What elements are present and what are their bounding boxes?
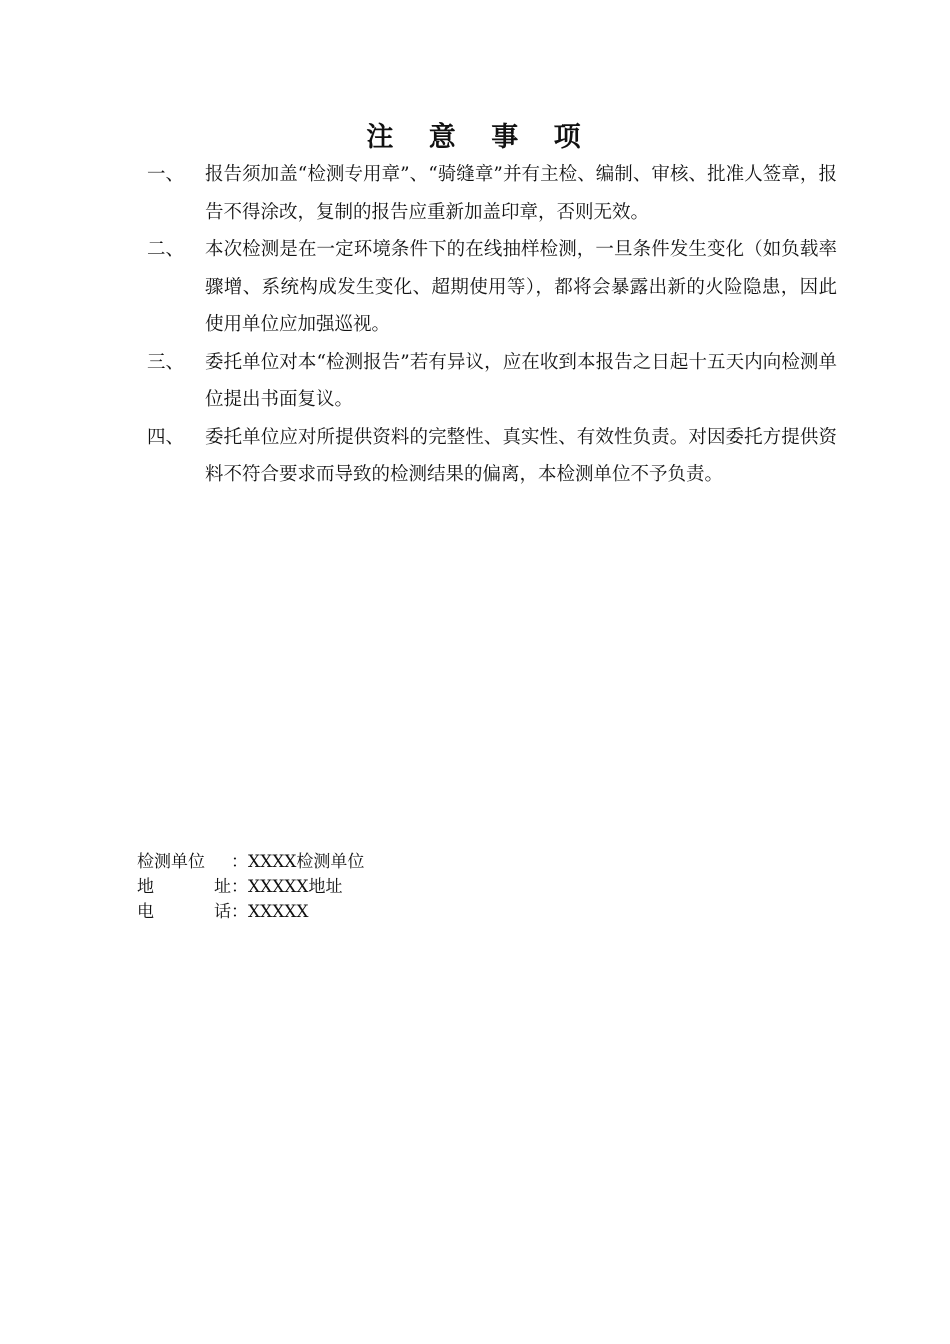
notice-item-text: 报告须加盖“检测专用章”、“骑缝章”并有主检、编制、审核、批准人签章，报告不得涂改，复制的报告应重新加盖印章，否则无效。 <box>205 164 837 223</box>
contact-phone-label <box>137 900 231 925</box>
notice-item-3 <box>147 344 837 419</box>
notice-item-text: 本次检测是在一定环境条件下的在线抽样检测，一旦条件发生变化（如负载率骤增、系统构成发生变化、超期使用等），都将会暴露出新的火险隐患，因此使用单位应加强巡视。 <box>205 239 837 335</box>
notice-item-2 <box>147 231 837 344</box>
notice-item-number: 二、 <box>147 239 185 260</box>
notice-item-1 <box>147 156 837 231</box>
contact-phone-label-char-1: 电 <box>137 902 154 922</box>
notice-item-number: 一、 <box>147 164 185 185</box>
contact-address-label-char-1: 地 <box>137 877 154 897</box>
contact-unit-row <box>137 850 364 875</box>
notice-item-number: 三、 <box>147 351 185 373</box>
contact-address-value: ：XXXXX地址 <box>231 877 343 897</box>
notice-list <box>147 156 837 494</box>
contact-phone-row <box>137 900 364 925</box>
contact-address-label-char-2: 址 <box>214 877 231 897</box>
contact-unit-label <box>137 850 231 875</box>
contact-address-row <box>137 875 364 900</box>
contact-address-label <box>137 875 231 900</box>
notice-item-4 <box>147 419 837 494</box>
notice-item-text: 委托单位应对所提供资料的完整性、真实性、有效性负责。对因委托方提供资料不符合要求而导致的检测结果的偏离，本检测单位不予负责。 <box>205 426 837 485</box>
contact-phone-value: ：XXXXX <box>231 902 309 922</box>
contact-unit-label-text: 检测单位 <box>137 852 205 872</box>
notice-item-text: 委托单位对本“检测报告”若有异议，应在收到本报告之日起十五天内向检测单位提出书面复议。 <box>205 351 837 410</box>
page-title: 注 意 事 项 <box>366 122 594 153</box>
contact-phone-label-char-2: 话 <box>214 902 231 922</box>
notice-item-number: 四、 <box>147 426 185 448</box>
contact-unit-value: ：XXXX检测单位 <box>231 852 365 872</box>
contact-info <box>137 850 364 925</box>
